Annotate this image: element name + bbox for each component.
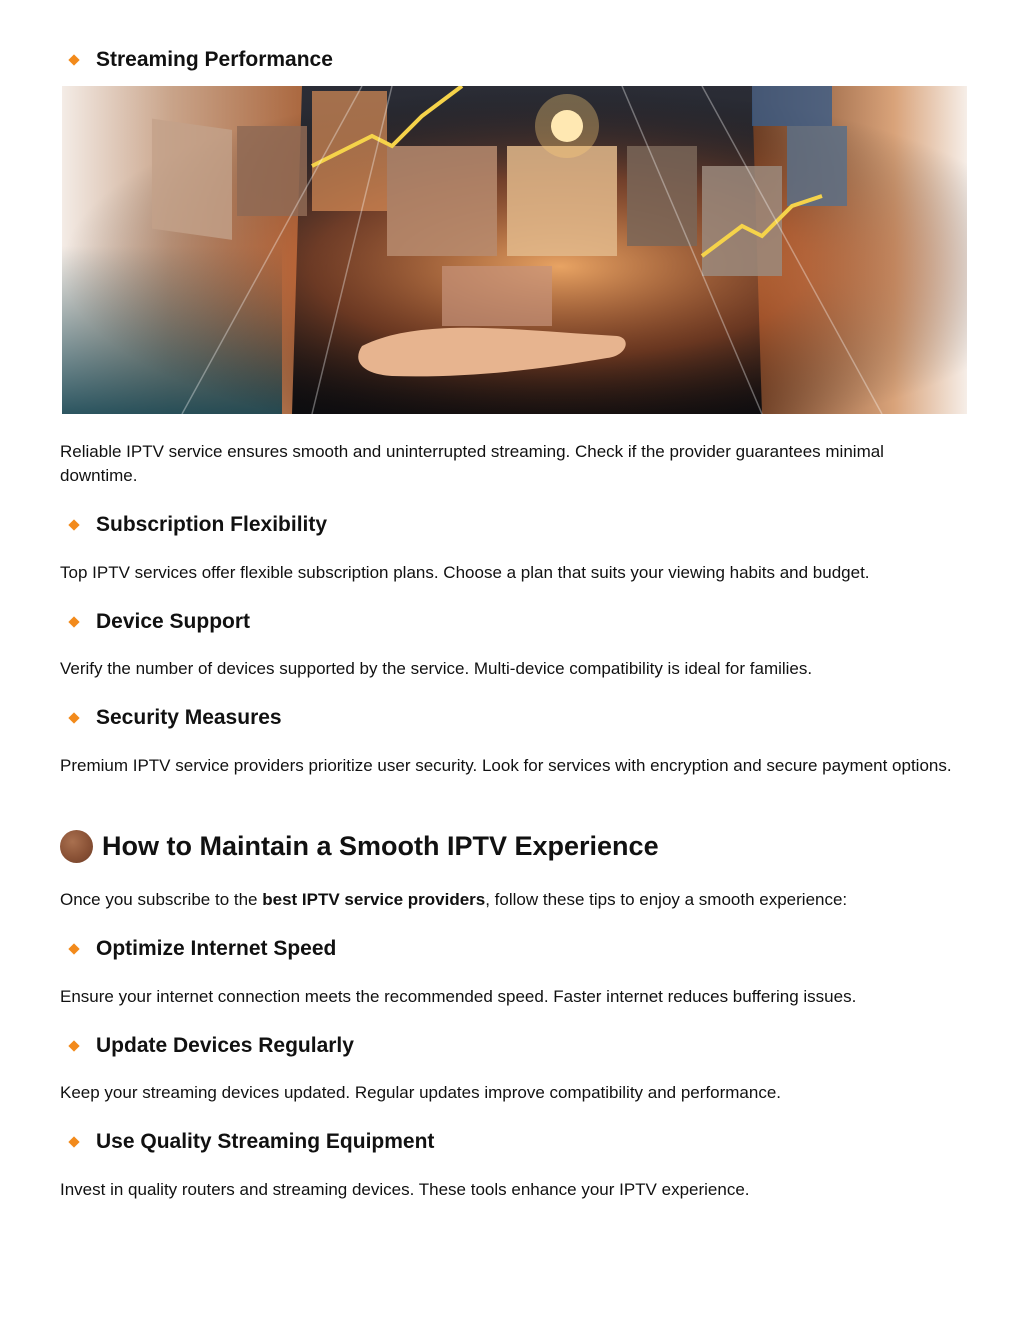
diamond-bullet-icon	[68, 519, 79, 530]
heading-text: Update Devices Regularly	[96, 1034, 354, 1057]
heading-text: Subscription Flexibility	[96, 513, 328, 536]
heading-text: Optimize Internet Speed	[96, 937, 337, 960]
heading-subscription-flexibility	[66, 513, 327, 537]
section-heading-maintain	[60, 830, 659, 863]
heading-streaming-performance	[66, 48, 333, 72]
diamond-bullet-icon	[68, 1040, 79, 1051]
paragraph-update-devices-regularly: Keep your streaming devices updated. Regular updates improve compatibility and performance.	[60, 1083, 782, 1102]
intro-bold-link-text: best IPTV service providers	[262, 890, 486, 909]
heading-update-devices-regularly	[66, 1034, 354, 1058]
heading-text: Streaming Performance	[96, 48, 333, 71]
heading-security-measures	[66, 706, 282, 730]
paragraph-streaming-performance: Reliable IPTV service ensures smooth and uninterrupted streaming. Check if the provider guarantees minimal downtime.	[60, 442, 884, 485]
hero-illustration	[62, 86, 967, 414]
paragraph-security-measures: Premium IPTV service providers prioritize user security. Look for services with encryption and secure payment options.	[60, 756, 952, 775]
heading-use-quality-streaming-equipment	[66, 1130, 434, 1154]
heading-text: Device Support	[96, 610, 251, 633]
brown-circle-icon	[60, 830, 93, 863]
paragraph-optimize-internet-speed: Ensure your internet connection meets the recommended speed. Faster internet reduces buffering issues.	[60, 987, 857, 1006]
diamond-bullet-icon	[68, 943, 79, 954]
heading-optimize-internet-speed	[66, 937, 336, 961]
diamond-bullet-icon	[68, 54, 79, 65]
diamond-bullet-icon	[68, 1136, 79, 1147]
intro-text-before: Once you subscribe to the	[60, 890, 263, 909]
intro-text-after: , follow these tips to enjoy a smooth experience:	[485, 890, 848, 909]
diamond-bullet-icon	[68, 712, 79, 723]
heading-text: Use Quality Streaming Equipment	[96, 1130, 435, 1153]
paragraph-maintain-intro	[60, 888, 965, 912]
paragraph-use-quality-streaming-equipment: Invest in quality routers and streaming devices. These tools enhance your IPTV experience.	[60, 1180, 750, 1199]
paragraph-device-support: Verify the number of devices supported by the service. Multi-device compatibility is ideal for families.	[60, 659, 813, 678]
hero-image	[62, 86, 967, 414]
heading-device-support	[66, 610, 250, 634]
heading-text: Security Measures	[96, 706, 282, 729]
diamond-bullet-icon	[68, 616, 79, 627]
section-heading-text: How to Maintain a Smooth IPTV Experience	[102, 831, 659, 861]
paragraph-subscription-flexibility: Top IPTV services offer flexible subscription plans. Choose a plan that suits your viewing habits and budget.	[60, 563, 870, 582]
